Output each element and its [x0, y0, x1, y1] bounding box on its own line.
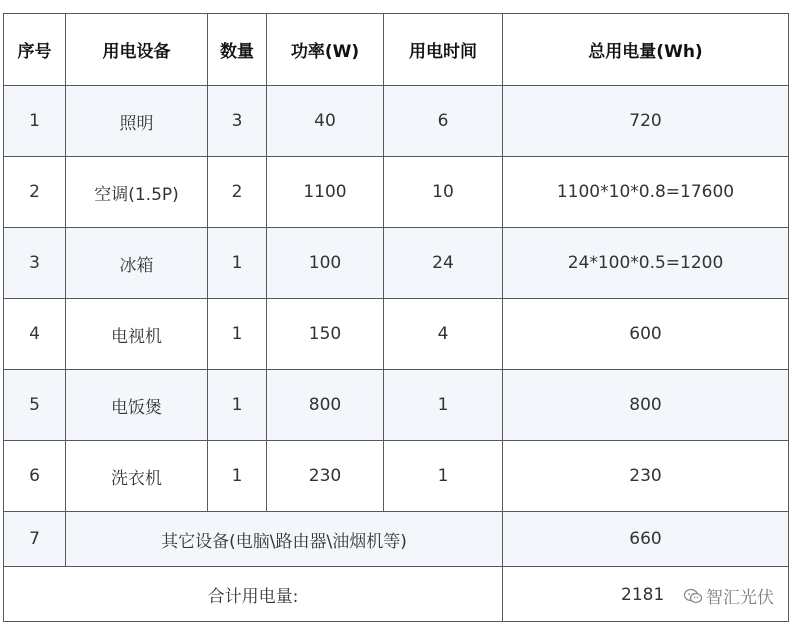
total-cell	[503, 567, 789, 622]
table-row-total	[4, 567, 789, 622]
cell-no: 1	[4, 86, 66, 157]
cell-hours: 1	[384, 441, 503, 512]
header-hours: 用电时间	[384, 14, 503, 86]
cell-device: 冰箱	[66, 228, 208, 299]
cell-power: 800	[267, 370, 384, 441]
table-row	[4, 441, 789, 512]
cell-power: 40	[267, 86, 384, 157]
power-usage-table	[3, 13, 789, 622]
cell-quantity: 2	[208, 157, 267, 228]
cell-hours: 24	[384, 228, 503, 299]
cell-quantity: 1	[208, 370, 267, 441]
cell-no: 2	[4, 157, 66, 228]
cell-device: 洗衣机	[66, 441, 208, 512]
cell-no: 3	[4, 228, 66, 299]
cell-total: 230	[503, 441, 789, 512]
cell-total: 1100*10*0.8=17600	[503, 157, 789, 228]
cell-power: 230	[267, 441, 384, 512]
cell-device: 电视机	[66, 299, 208, 370]
cell-total: 800	[503, 370, 789, 441]
header-no: 序号	[4, 14, 66, 86]
table-row	[4, 228, 789, 299]
header-quantity: 数量	[208, 14, 267, 86]
cell-power: 100	[267, 228, 384, 299]
cell-hours: 10	[384, 157, 503, 228]
header-power: 功率(W)	[267, 14, 384, 86]
table-row	[4, 299, 789, 370]
cell-power: 1100	[267, 157, 384, 228]
cell-hours: 1	[384, 370, 503, 441]
cell-device: 电饭煲	[66, 370, 208, 441]
cell-quantity: 1	[208, 299, 267, 370]
cell-device: 空调(1.5P)	[66, 157, 208, 228]
watermark	[681, 583, 774, 608]
header-total-energy: 总用电量(Wh)	[503, 14, 789, 86]
cell-hours: 6	[384, 86, 503, 157]
cell-no: 5	[4, 370, 66, 441]
cell-quantity: 1	[208, 228, 267, 299]
total-label: 合计用电量:	[4, 567, 503, 622]
watermark-text: 智汇光伏	[706, 588, 774, 608]
cell-power: 150	[267, 299, 384, 370]
table-row	[4, 370, 789, 441]
total-value: 2181	[621, 585, 665, 605]
cell-total: 24*100*0.5=1200	[503, 228, 789, 299]
table-row	[4, 86, 789, 157]
cell-total: 600	[503, 299, 789, 370]
cell-quantity: 3	[208, 86, 267, 157]
cell-device: 照明	[66, 86, 208, 157]
cell-no: 7	[4, 512, 66, 567]
header-device: 用电设备	[66, 14, 208, 86]
wechat-icon	[683, 586, 703, 606]
cell-other-devices: 其它设备(电脑\路由器\油烟机等)	[66, 512, 503, 567]
cell-no: 6	[4, 441, 66, 512]
cell-total: 720	[503, 86, 789, 157]
cell-quantity: 1	[208, 441, 267, 512]
cell-hours: 4	[384, 299, 503, 370]
cell-total: 660	[503, 512, 789, 567]
table-row	[4, 157, 789, 228]
table-row-other-devices	[4, 512, 789, 567]
power-usage-table-wrapper	[3, 13, 789, 622]
cell-no: 4	[4, 299, 66, 370]
header-row	[4, 14, 789, 86]
